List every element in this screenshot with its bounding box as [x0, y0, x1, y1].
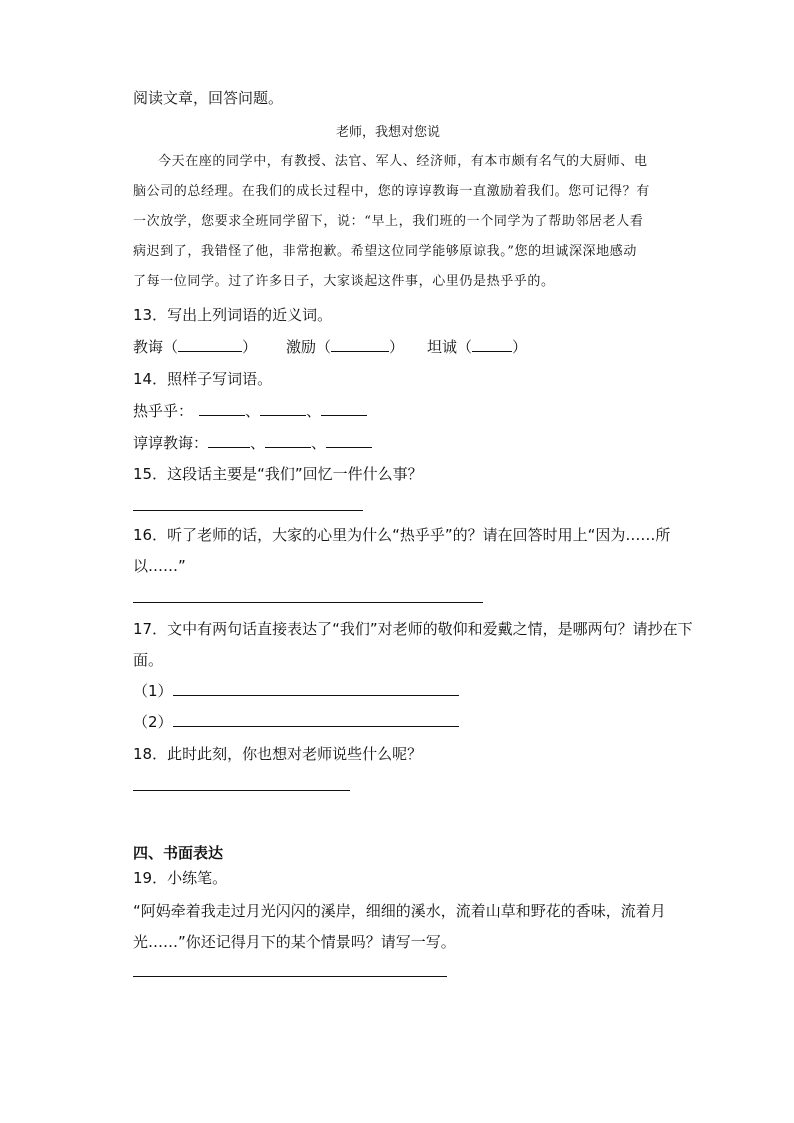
- separator: 、: [250, 434, 266, 452]
- answer-line[interactable]: [133, 790, 350, 791]
- question-19-line-1: “阿妈牵着我走过月光闪闪的溪岸，细细的溪水，流着山草和野花的香味，流着月: [133, 902, 666, 920]
- answer-blank[interactable]: [260, 401, 306, 416]
- row-label: 热乎乎：: [133, 402, 194, 420]
- question-14: 14．照样子写词语。: [133, 370, 273, 388]
- passage-line: 一次放学，您要求全班同学留下，说：“早上，我们班的一个同学为了帮助邻居老人看: [133, 214, 644, 229]
- passage-title: 老师，我想对您说: [336, 125, 441, 140]
- question-18: 18．此时此刻，你也想对老师说些什么呢？: [133, 745, 423, 763]
- word-label: 坦诚（: [427, 338, 473, 356]
- word-label: 教诲（: [133, 338, 179, 356]
- passage-line: 病迟到了，我错怪了他，非常抱歉。希望这位同学能够原谅我。”您的坦诚深深地感动: [133, 244, 637, 259]
- section-heading: 四、书面表达: [133, 844, 224, 862]
- answer-blank[interactable]: [173, 681, 459, 696]
- paren-close: ）: [389, 338, 405, 356]
- q13-item-2: [286, 337, 404, 357]
- answer-blank[interactable]: [321, 401, 367, 416]
- answer-blank[interactable]: [208, 433, 250, 448]
- passage-line: 脑公司的总经理。在我们的成长过程中，您的谆谆教诲一直激励着我们。您可记得？有: [133, 184, 650, 199]
- q14-row-2: [133, 433, 372, 453]
- q17-sub-1: [133, 681, 459, 701]
- answer-line[interactable]: [133, 510, 363, 511]
- question-13: 13．写出上列词语的近义词。: [133, 306, 333, 324]
- question-17-line-2: 面。: [133, 651, 164, 669]
- answer-blank[interactable]: [265, 433, 311, 448]
- q14-row-1: [133, 401, 367, 421]
- passage-line: 今天在座的同学中，有教授、法官、军人、经济师，有本市颇有名气的大厨师、电: [158, 154, 648, 169]
- answer-blank[interactable]: [178, 337, 242, 352]
- answer-line[interactable]: [133, 602, 483, 603]
- answer-line[interactable]: [133, 976, 447, 977]
- paren-close: ）: [242, 338, 258, 356]
- intro-text: 阅读文章，回答问题。: [133, 89, 284, 107]
- paren-close: ）: [512, 338, 528, 356]
- separator: 、: [306, 402, 322, 420]
- question-17-line-1: 17．文中有两句话直接表达了“我们”对老师的敬仰和爱戴之情，是哪两句？请抄在下: [133, 620, 693, 638]
- question-15: 15．这段话主要是“我们”回忆一件什么事？: [133, 465, 423, 483]
- question-19-line-2: 光……”你还记得月下的某个情景吗？请写一写。: [133, 933, 456, 951]
- sub-label: （2）: [133, 713, 173, 731]
- question-19: 19．小练笔。: [133, 869, 228, 887]
- answer-blank[interactable]: [173, 712, 459, 727]
- answer-blank[interactable]: [326, 433, 372, 448]
- passage-line: 了每一位同学。过了许多日子，大家谈起这件事，心里仍是热乎乎的。: [133, 274, 555, 289]
- q17-sub-2: [133, 712, 459, 732]
- q13-item-3: [427, 337, 527, 357]
- answer-blank[interactable]: [331, 337, 389, 352]
- separator: 、: [245, 402, 261, 420]
- question-16-line-2: 以……”: [133, 557, 186, 575]
- answer-blank[interactable]: [199, 401, 245, 416]
- row-label: 谆谆教诲：: [133, 434, 209, 452]
- answer-blank[interactable]: [472, 337, 512, 352]
- separator: 、: [311, 434, 327, 452]
- word-label: 激励（: [286, 338, 332, 356]
- question-16-line-1: 16．听了老师的话，大家的心里为什么“热乎乎”的？请在回答时用上“因为……所: [133, 526, 671, 544]
- q13-item-1: [133, 337, 257, 357]
- sub-label: （1）: [133, 682, 173, 700]
